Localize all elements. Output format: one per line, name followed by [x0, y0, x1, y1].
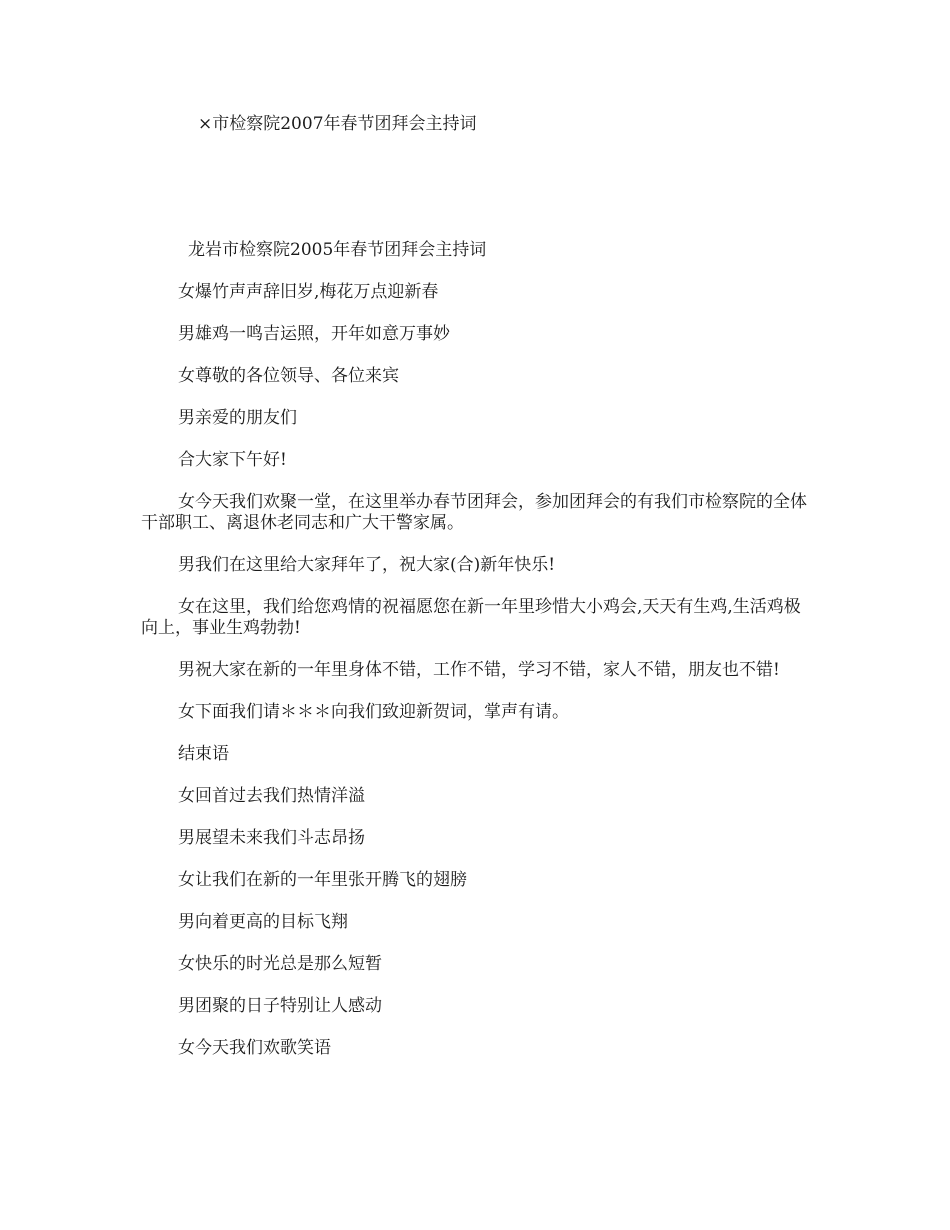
paragraph: 男祝大家在新的一年里身体不错，工作不错，学习不错，家人不错，朋友也不错!: [178, 660, 780, 680]
paragraph: 女爆竹声声辞旧岁,梅花万点迎新春: [178, 282, 439, 302]
paragraph: 女尊敬的各位领导、各位来宾: [178, 366, 399, 386]
paragraph: 男展望未来我们斗志昂扬: [178, 828, 365, 848]
paragraph: 男雄鸡一鸣吉运照，开年如意万事妙: [178, 324, 450, 344]
paragraph: 男向着更高的目标飞翔: [178, 912, 348, 932]
document-title: ×市检察院2007年春节团拜会主持词: [198, 114, 477, 134]
section-heading: 结束语: [178, 744, 229, 764]
paragraph: 女在这里，我们给您鸡情的祝福愿您在新一年里珍惜大小鸡会,天天有生鸡,生活鸡极向上，事业生鸡勃勃!: [141, 597, 801, 638]
document-body: [141, 240, 813, 1080]
paragraph: 女今天我们欢聚一堂，在这里举办春节团拜会，参加团拜会的有我们市检察院的全体干部职工、离退休老同志和广大干警家属。: [141, 492, 807, 533]
paragraph: 女下面我们请＊＊＊向我们致迎新贺词，掌声有请。: [178, 702, 569, 722]
paragraph: 女让我们在新的一年里张开腾飞的翅膀: [178, 870, 467, 890]
paragraph: 男亲爱的朋友们: [178, 408, 297, 428]
paragraph: 合大家下午好!: [178, 450, 287, 470]
paragraph: 女回首过去我们热情洋溢: [178, 786, 365, 806]
paragraph: 女快乐的时光总是那么短暂: [178, 954, 382, 974]
paragraph: 男我们在这里给大家拜年了，祝大家(合)新年快乐!: [178, 555, 556, 575]
paragraph: 男团聚的日子特别让人感动: [178, 996, 382, 1016]
section-heading: 龙岩市检察院2005年春节团拜会主持词: [188, 240, 487, 260]
paragraph: 女今天我们欢歌笑语: [178, 1038, 331, 1058]
